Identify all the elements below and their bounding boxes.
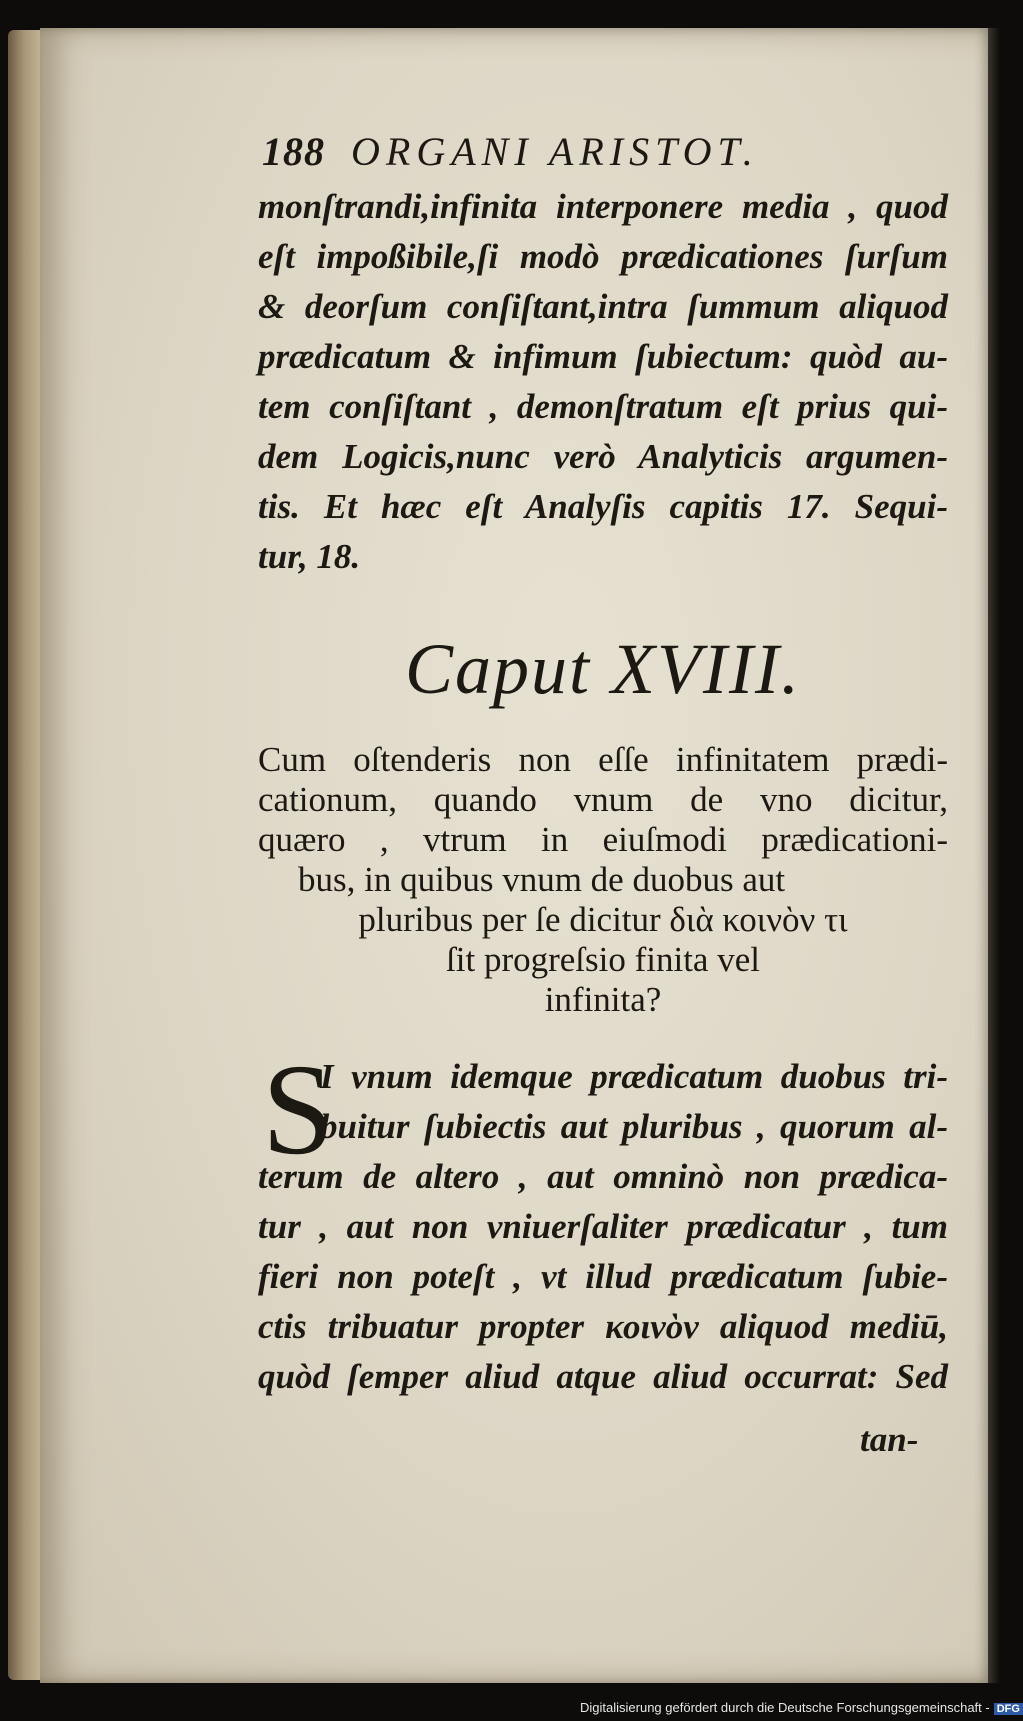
text-line: tis. Et hæc eſt Analyſis capitis 17. Sequi- bbox=[258, 487, 948, 526]
text-line: terum de altero , aut omninò non prædica- bbox=[258, 1157, 948, 1196]
paragraph-2 bbox=[258, 1038, 948, 1402]
text-line: quòd ſemper aliud atque aliud occurrat: Sed bbox=[258, 1357, 948, 1396]
summary-line: infinita? bbox=[544, 980, 662, 1019]
page-number: 188 bbox=[262, 129, 325, 174]
paragraph-1 bbox=[258, 182, 948, 582]
summary-line: Cum oſtenderis non eſſe infinitatem prædi- bbox=[258, 740, 948, 779]
text-line: I vnum idemque prædicatum duobus tri- bbox=[320, 1057, 948, 1096]
digitization-footer bbox=[580, 1700, 1020, 1721]
text-line: monſtrandi,infinita interponere media , quod bbox=[258, 187, 948, 226]
drop-cap: S bbox=[262, 1038, 335, 1182]
summary-line: ſit progreſsio finita vel bbox=[446, 940, 760, 979]
running-head bbox=[262, 128, 902, 188]
summary-line: pluribus per ſe dicitur διὰ κοινὸν τι bbox=[358, 900, 848, 939]
text-line: eſt impoßibile,ſi modò prædicationes ſurſum bbox=[258, 237, 948, 276]
text-line: buitur ſubiectis aut pluribus , quorum al- bbox=[320, 1107, 948, 1146]
footer-text: Digitalisierung gefördert durch die Deutsche Forschungsgemeinschaft - bbox=[580, 1700, 990, 1715]
dfg-logo-icon: DFG bbox=[994, 1703, 1023, 1715]
summary-line: quæro , vtrum in eiuſmodi prædicationi- bbox=[258, 820, 948, 859]
text-line: tur, 18. bbox=[258, 537, 361, 576]
text-line: ctis tribuatur propter κοινὸν aliquod mediū, bbox=[258, 1307, 948, 1346]
page-shadow bbox=[988, 28, 1000, 1683]
text-line: fieri non poteſt , vt illud prædicatum ſubie- bbox=[258, 1257, 948, 1296]
text-line: tem conſiſtant , demonſtratum eſt prius qui- bbox=[258, 387, 948, 426]
text-line: dem Logicis,nunc verò Analyticis argumen- bbox=[258, 437, 948, 476]
chapter-summary bbox=[258, 740, 948, 1020]
summary-line: bus, in quibus vnum de duobus aut bbox=[298, 860, 786, 899]
running-title: ORGANI ARISTOT. bbox=[351, 129, 759, 174]
catchword: tan- bbox=[860, 1420, 919, 1459]
text-line: & deorſum conſiſtant,intra ſummum aliquod bbox=[258, 287, 948, 326]
summary-line: cationum, quando vnum de vno dicitur, bbox=[258, 780, 948, 819]
chapter-title: Caput XVIII. bbox=[405, 629, 801, 709]
text-line: tur , aut non vniuerſaliter prædicatur , tum bbox=[258, 1207, 948, 1246]
text-line: prædicatum & infimum ſubiectum: quòd au- bbox=[258, 337, 948, 376]
